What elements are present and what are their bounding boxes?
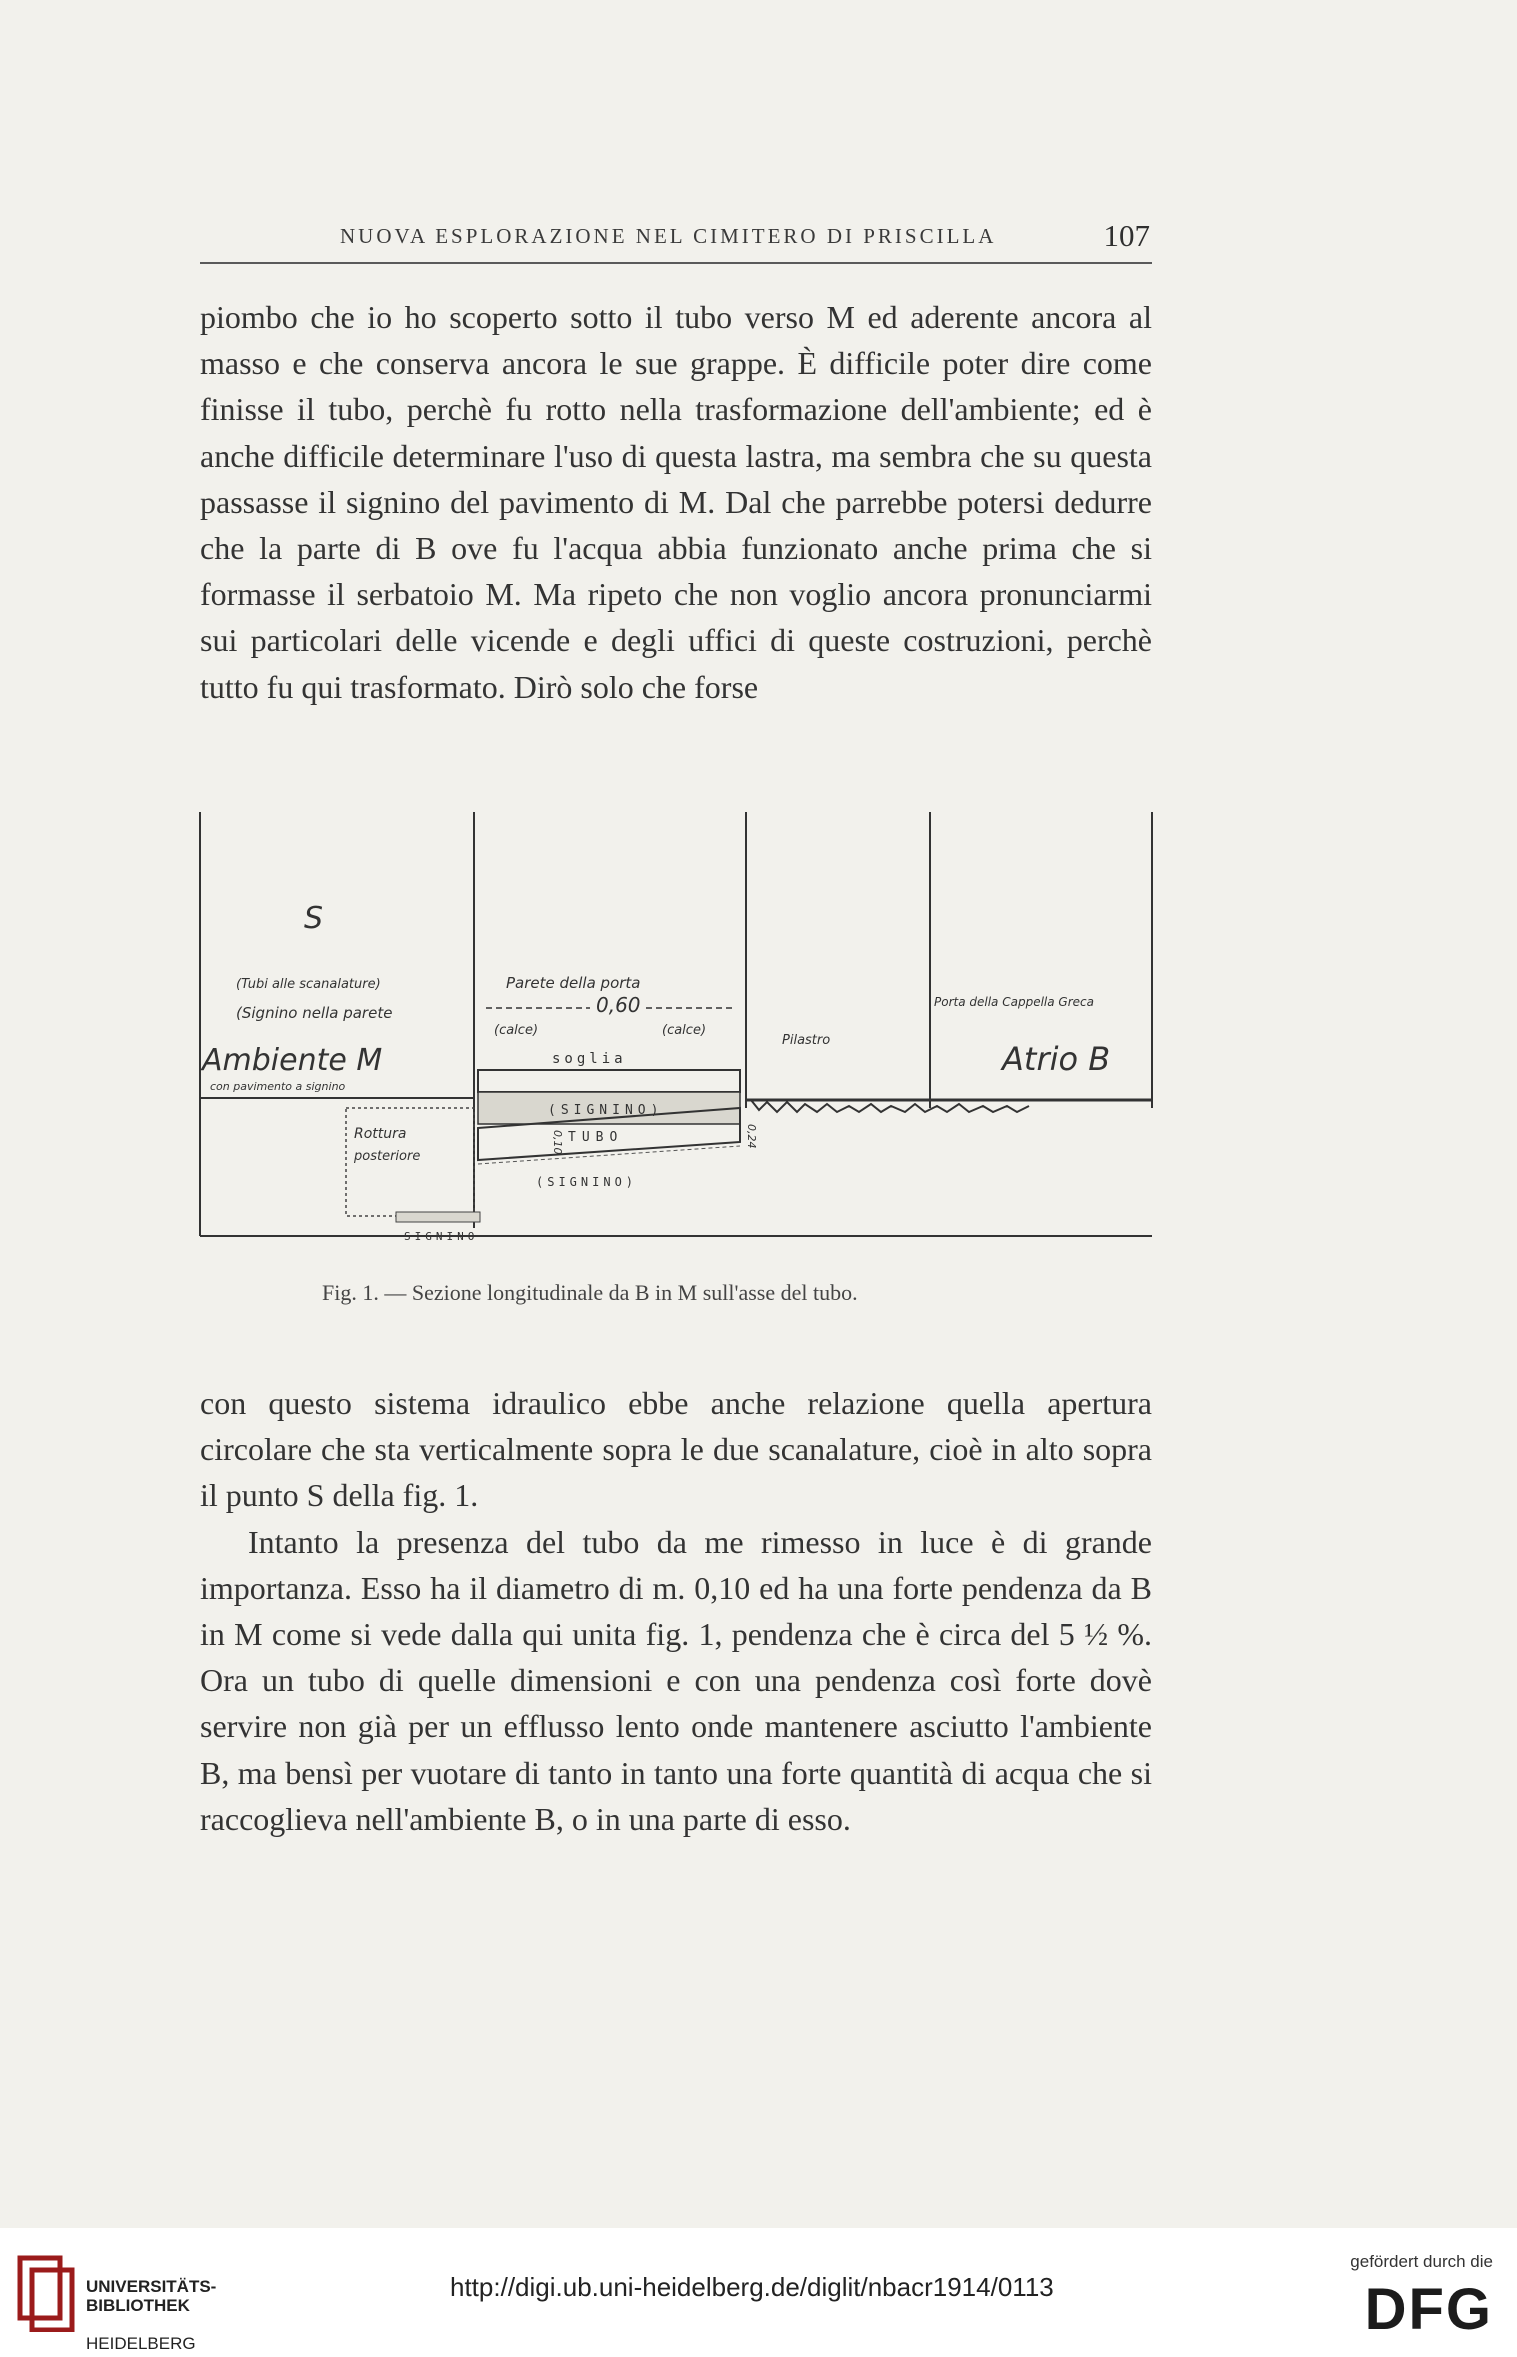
label-dim-vert: 0,10 — [551, 1130, 564, 1155]
dfg-logo: DFG — [1364, 2277, 1493, 2342]
label-signino-parete: (Signino nella parete — [236, 1004, 393, 1022]
label-calce-left: (calce) — [494, 1023, 539, 1038]
funding-note: gefördert durch die — [1350, 2252, 1493, 2271]
signino-bottom-block — [396, 1212, 480, 1222]
label-measure: 0,60 — [596, 993, 641, 1017]
label-posteriore: posteriore — [354, 1149, 421, 1164]
label-atrio-b: Atrio B — [1002, 1040, 1111, 1078]
page-number: 107 — [1103, 218, 1150, 253]
library-name — [86, 2258, 216, 2353]
figure-1 — [196, 808, 1156, 1248]
label-s: S — [304, 901, 324, 936]
library-name-text: UNIVERSITÄTS- BIBLIOTHEK — [86, 2277, 217, 2315]
label-con-pavimento: con pavimento a signino — [210, 1080, 346, 1093]
paragraph-3-text: Intanto la presenza del tubo da me rimesso in luce è di grande importanza. Esso ha il diametro di m. 0,10 ed ha una forte pendenza da B in M come si vede dalla qui unita fig. 1, pendenza che è circa del 5 ½ %. Ora un tubo di quelle dimensioni e con una pendenza così forte dovè servire non già per un efflusso lento onde mantenere asciutto l'ambiente B, ma bensì per vuotare di tanto in tanto una forte quantità di acqua che si raccoglieva nell'ambiente B, o in una parte di esso. — [200, 1523, 1152, 1837]
section-drawing — [196, 808, 1156, 1248]
library-logo-icon — [16, 2252, 76, 2332]
label-scanalature: (Tubi alle scanalature) — [236, 977, 381, 992]
label-signino-bottom: SIGNINO — [404, 1230, 479, 1243]
label-rottura: Rottura — [354, 1126, 407, 1142]
permalink-url[interactable]: http://digi.ub.uni-heidelberg.de/diglit/nbacr1914/0113 — [450, 2272, 1054, 2302]
running-head — [200, 218, 1150, 258]
library-city: HEIDELBERG — [86, 2334, 196, 2353]
ground-hatching — [751, 1100, 1029, 1112]
label-ambiente-m: Ambiente M — [202, 1043, 383, 1078]
paragraph-2-text: con questo sistema idraulico ebbe anche relazione quella apertura circolare che sta verticalmente sopra le due scanalature, cioè in alto sopra il punto S della fig. 1. — [200, 1385, 1152, 1514]
figure-caption: Fig. 1. — Sezione longitudinale da B in M sull'asse del tubo. — [322, 1280, 858, 1305]
header-rule — [200, 262, 1152, 264]
label-signino-lower: (SIGNINO) — [536, 1175, 638, 1189]
label-signino-mid: (SIGNINO) — [548, 1103, 664, 1118]
paragraph-2-3 — [200, 1380, 1152, 1842]
soglia-block — [478, 1070, 740, 1092]
label-dim-small: 0,24 — [745, 1124, 758, 1149]
paragraph-1 — [200, 294, 1152, 710]
digitization-footer — [0, 2228, 1517, 2357]
label-pilastro: Pilastro — [782, 1033, 831, 1048]
label-soglia: soglia — [552, 1051, 627, 1067]
running-title: NUOVA ESPLORAZIONE NEL CIMITERO DI PRISCILLA — [340, 224, 997, 248]
label-porta-cappella: Porta della Cappella Greca — [934, 995, 1094, 1009]
label-calce-right: (calce) — [662, 1023, 707, 1038]
label-parete-porta: Parete della porta — [506, 974, 641, 992]
paragraph-1-text: piombo che io ho scoperto sotto il tubo verso M ed aderente ancora al masso e che conserva ancora le sue grappe. È difficile poter dire come finisse il tubo, perchè fu rotto nella trasformazione dell'ambiente; ed è anche difficile determinare l'uso di questa lastra, ma sembra che su questa passasse il signino del pavimento di M. Dal che parrebbe potersi dedurre che la parte di B ove fu l'acqua abbia funzionato anche prima che si formasse il serbatoio M. Ma ripeto che non voglio ancora pronunciarmi sui particolari delle vicende e degli uffici di queste costruzioni, perchè tutto fu qui trasformato. Dirò solo che forse — [200, 299, 1152, 705]
signino-lower-line — [478, 1146, 740, 1164]
label-tubo: TUBO — [568, 1130, 624, 1145]
